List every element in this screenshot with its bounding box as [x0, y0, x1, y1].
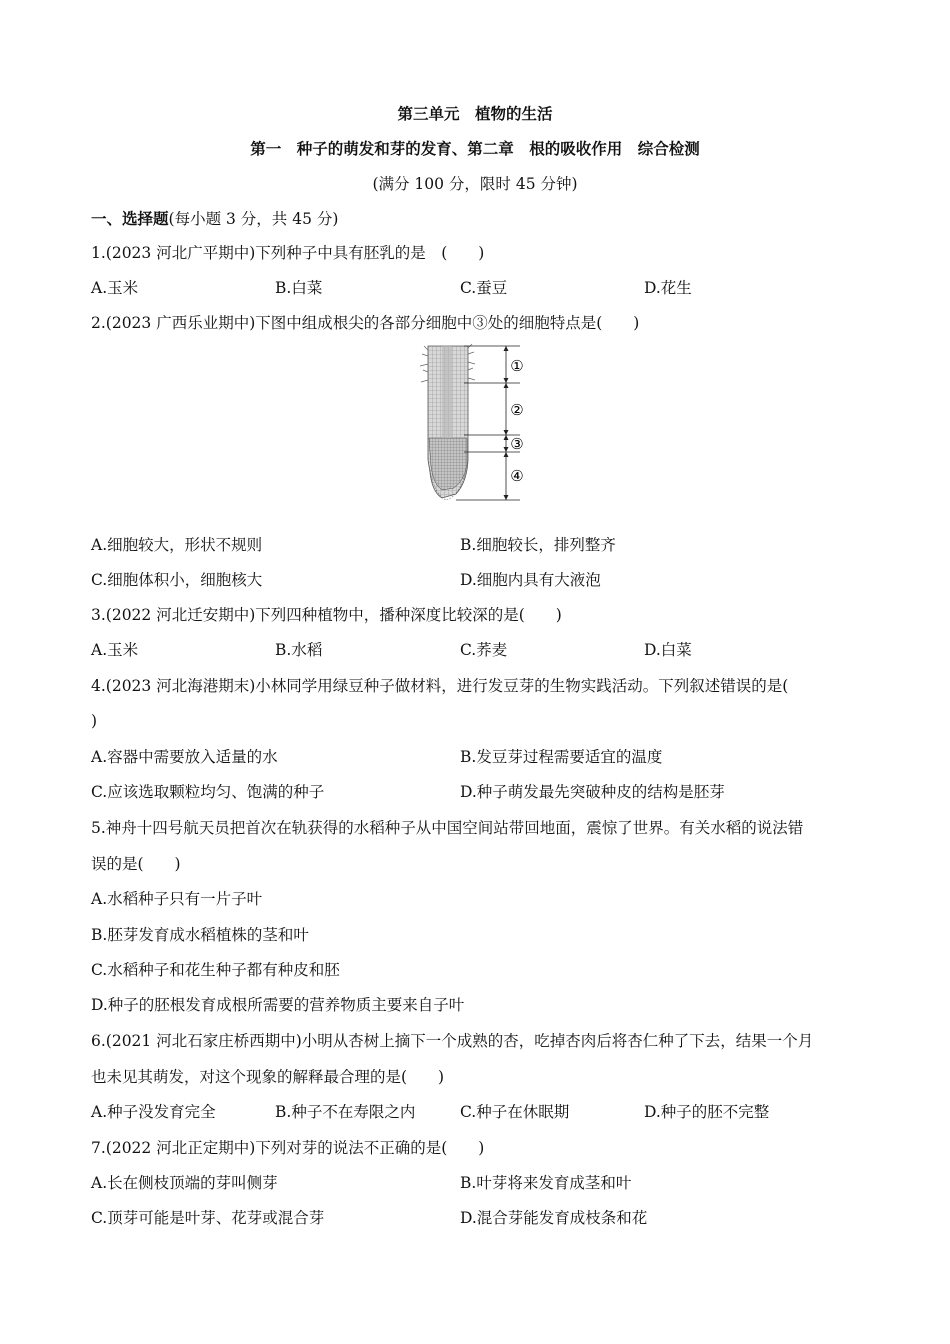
question-5-stem-line1: 5.神舟十四号航天员把首次在轨获得的水稻种子从中国空间站带回地面，震惊了世界。有关水稻的说法错: [91, 819, 804, 837]
q5-option-d: D.种子的胚根发育成根所需要的营养物质主要来自子叶: [91, 996, 465, 1014]
q3-option-c: C.荞麦: [460, 641, 508, 659]
q1-option-a: A.玉米: [91, 279, 139, 297]
q4-option-a: A.容器中需要放入适量的水: [91, 748, 278, 766]
q6-option-c: C.种子在休眠期: [460, 1103, 570, 1121]
section-heading: [91, 209, 338, 229]
q6-option-b: B.种子不在寿限之内: [275, 1103, 416, 1121]
q2-option-b: B.细胞较长，排列整齐: [460, 536, 616, 554]
root-tip-figure: [420, 342, 535, 504]
q7-option-a: A.长在侧枝顶端的芽叫侧芽: [91, 1174, 278, 1192]
q4-option-c: C.应该选取颗粒均匀、饱满的种子: [91, 783, 325, 801]
q5-option-c: C.水稻种子和花生种子都有种皮和胚: [91, 961, 340, 979]
q4-option-d: D.种子萌发最先突破种皮的结构是胚芽: [460, 783, 725, 801]
unit-title: 第三单元 植物的生活: [397, 104, 553, 123]
question-7-stem: 7.(2022 河北正定期中)下列对芽的说法不正确的是( ): [91, 1139, 485, 1157]
question-2-stem: 2.(2023 广西乐业期中)下图中组成根尖的各部分细胞中③处的细胞特点是( ): [91, 314, 640, 332]
label-3: ③: [510, 435, 524, 453]
label-1: ①: [510, 357, 524, 375]
root-tip-diagram: [420, 342, 535, 504]
q3-option-a: A.玉米: [91, 641, 139, 659]
q6-option-a: A.种子没发育完全: [91, 1103, 216, 1121]
q4-option-b: B.发豆芽过程需要适宜的温度: [460, 748, 663, 766]
question-1-stem: 1.(2023 河北广平期中)下列种子中具有胚乳的是 ( ): [91, 244, 485, 262]
q7-option-d: D.混合芽能发育成枝条和花: [460, 1209, 648, 1227]
question-3-stem: 3.(2022 河北迁安期中)下列四种植物中，播种深度比较深的是( ): [91, 606, 562, 624]
q7-option-b: B.叶芽将来发育成茎和叶: [460, 1174, 632, 1192]
q5-option-a: A.水稻种子只有一片子叶: [91, 890, 263, 908]
question-6-stem-line2: 也未见其萌发，对这个现象的解释最合理的是( ): [91, 1068, 445, 1086]
chapter-title: 第一 种子的萌发和芽的发育、第二章 根的吸收作用 综合检测: [250, 139, 700, 158]
q3-option-d: D.白菜: [644, 641, 692, 659]
q5-option-b: B.胚芽发育成水稻植株的茎和叶: [91, 926, 309, 944]
q2-option-d: D.细胞内具有大液泡: [460, 571, 601, 589]
q7-option-c: C.顶芽可能是叶芽、花芽或混合芽: [91, 1209, 325, 1227]
q6-option-d: D.种子的胚不完整: [644, 1103, 770, 1121]
question-5-stem-line2: 误的是( ): [91, 855, 181, 873]
q1-option-d: D.花生: [644, 279, 692, 297]
section-note: (每小题 3 分，共 45 分): [168, 210, 339, 228]
q2-option-a: A.细胞较大，形状不规则: [91, 536, 263, 554]
label-4: ④: [510, 467, 524, 485]
section-title: 一、选择题: [91, 209, 169, 228]
q1-option-b: B.白菜: [275, 279, 323, 297]
q3-option-b: B.水稻: [275, 641, 323, 659]
score-info: (满分 100 分，限时 45 分钟): [372, 175, 578, 193]
question-4-stem-line2: ): [91, 712, 98, 730]
label-2: ②: [510, 401, 524, 419]
q2-option-c: C.细胞体积小，细胞核大: [91, 571, 263, 589]
q1-option-c: C.蚕豆: [460, 279, 508, 297]
question-6-stem-line1: 6.(2021 河北石家庄桥西期中)小明从杏树上摘下一个成熟的杏，吃掉杏肉后将杏仁种了下去，结果一个月: [91, 1032, 814, 1050]
question-4-stem-line1: 4.(2023 河北海港期末)小林同学用绿豆种子做材料，进行发豆芽的生物实践活动。下列叙述错误的是(: [91, 677, 789, 695]
